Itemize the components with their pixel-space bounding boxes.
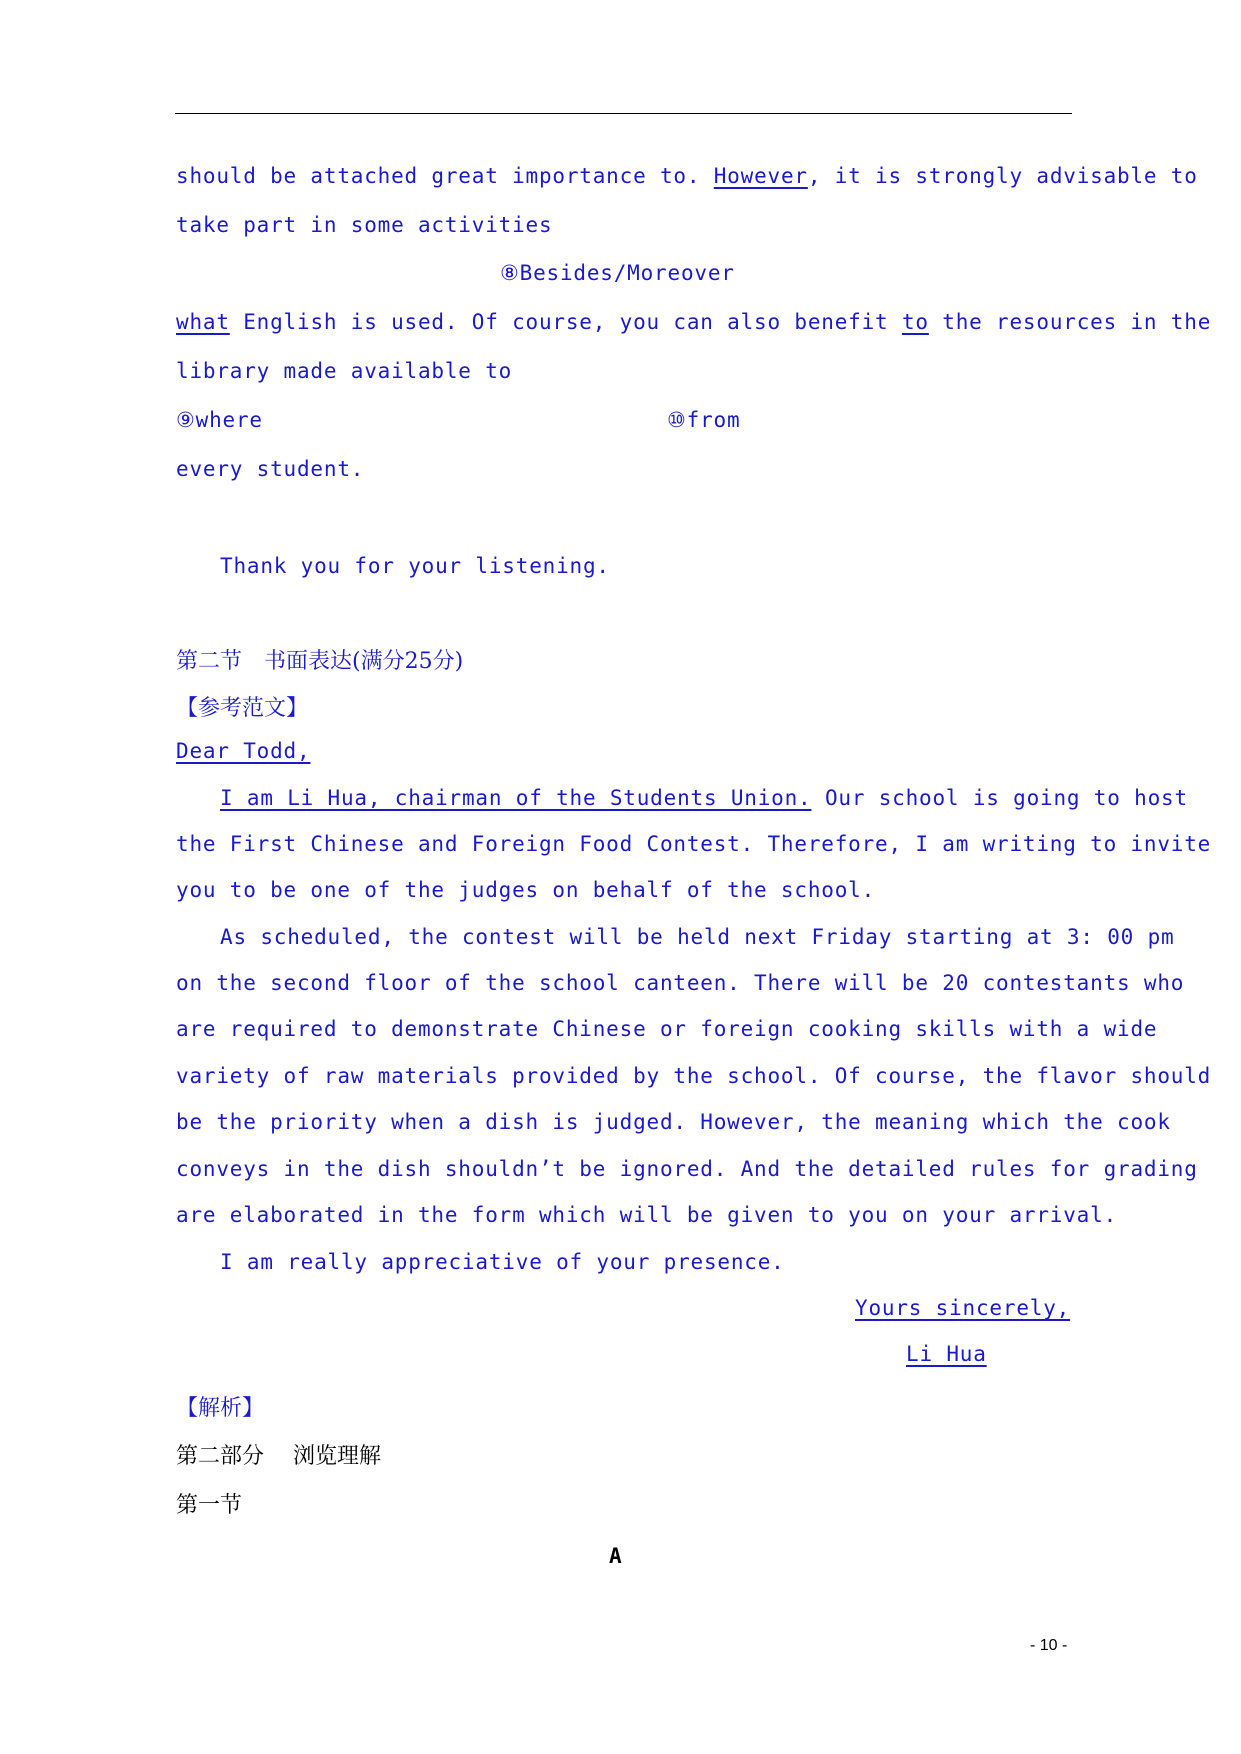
text-line: what English is used. Of course, you can also benefit to the resources in the bbox=[176, 310, 1212, 334]
paragraph-line: you to be one of the judges on behalf of the school. bbox=[176, 878, 876, 902]
section-heading: 第一节 bbox=[176, 1493, 243, 1518]
paragraph-line: I am really appreciative of your presence. bbox=[220, 1250, 785, 1274]
page-number: - 10 - bbox=[1030, 1637, 1068, 1654]
closing: Yours sincerely, bbox=[855, 1296, 1071, 1320]
signature: Li Hua bbox=[906, 1342, 987, 1366]
answer-8: ⑧Besides/Moreover bbox=[500, 261, 735, 285]
text-line: library made available to bbox=[176, 359, 513, 383]
salutation: Dear Todd, bbox=[176, 739, 311, 763]
answer-10: ⑩from bbox=[667, 408, 741, 432]
text-line: every student. bbox=[176, 457, 365, 481]
header-rule bbox=[175, 113, 1072, 114]
text-line: take part in some activities bbox=[176, 213, 553, 237]
paragraph-line: be the priority when a dish is judged. However, the meaning which the cook bbox=[176, 1110, 1171, 1134]
analysis-label: 【解析】 bbox=[176, 1396, 265, 1421]
paragraph-line: on the second floor of the school canteen. There will be 20 contestants who bbox=[176, 971, 1185, 995]
paragraph-line: variety of raw materials provided by the school. Of course, the flavor should bbox=[176, 1064, 1212, 1088]
passage-label: A bbox=[609, 1544, 623, 1568]
answer-9: ⑨where bbox=[176, 408, 263, 432]
reference-label: 【参考范文】 bbox=[176, 696, 309, 721]
text-line: should be attached great importance to. However, it is strongly advisable to bbox=[176, 164, 1198, 188]
closing-thanks: Thank you for your listening. bbox=[220, 554, 610, 578]
paragraph-line: the First Chinese and Foreign Food Contest. Therefore, I am writing to invite bbox=[176, 832, 1212, 856]
paragraph-line: are elaborated in the form which will be given to you on your arrival. bbox=[176, 1203, 1118, 1227]
part-heading: 第二部分 浏览理解 bbox=[176, 1444, 381, 1469]
paragraph-line: conveys in the dish shouldn’t be ignored. And the detailed rules for grading bbox=[176, 1157, 1198, 1181]
paragraph-line: I am Li Hua, chairman of the Students Union. Our school is going to host bbox=[220, 786, 1188, 810]
paragraph-line: are required to demonstrate Chinese or foreign cooking skills with a wide bbox=[176, 1017, 1158, 1041]
section-heading: 第二节 书面表达(满分25分) bbox=[176, 649, 464, 674]
paragraph-line: As scheduled, the contest will be held next Friday starting at 3: 00 pm bbox=[220, 925, 1175, 949]
